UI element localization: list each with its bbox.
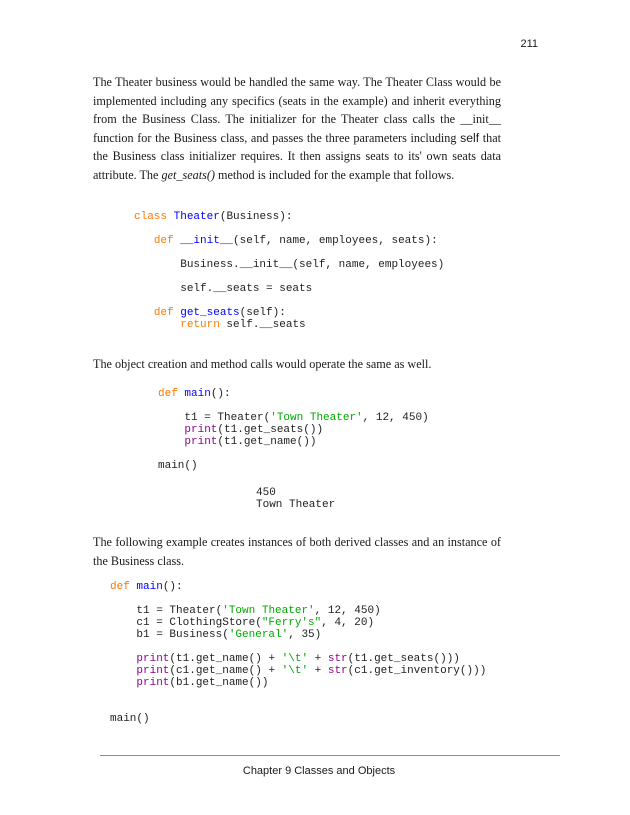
paragraph-derived-classes: The following example creates instances of both derived classes and an instance of the Business class.: [93, 535, 501, 568]
intro-text-1: The Theater business would be handled the same way. The Theater Class would be implemented including any specifics (seats in the example) and inherit everything from the Business Class. The initializer for the Theater class calls the __init__ function for the Business class, and passes the three parameters including: [93, 75, 501, 145]
program-output: [256, 487, 335, 511]
paragraph-object-creation: The object creation and method calls would operate the same as well.: [93, 357, 432, 371]
footer-rule: [100, 755, 560, 756]
method-name: get_seats(): [161, 167, 215, 182]
output-line-2: Town Theater: [256, 499, 336, 511]
code-block-main-all-classes: def main(): t1 = Theater('Town Theater', 12, 450) c1 = ClothingStore("Ferry's", 4, 20) b1 = Business('General', 35) print(t1.get_name() + '\t' + str(t1.get_seats())) print(c1.get_name() + '\t' + str(c1.get_inventory())) print(b1.get_name()) main(): [110, 581, 487, 725]
chapter-footer: Chapter 9 Classes and Objects: [242, 765, 396, 777]
self-word: self: [460, 130, 480, 145]
intro-text-2: that the Business class initializer requires. It then assigns seats to its' own seats data attribute. The: [93, 130, 501, 182]
code-block-main-theater: def main(): t1 = Theater('Town Theater', 12, 450) print(t1.get_seats()) print(t1.get_name()) main(): [158, 388, 429, 472]
code-block-theater-class: class Theater(Business): def __init__(self, name, employees, seats): Business.__init__(self, name, employees) self.__seats = seats def get_seats(self): return self.__seats: [134, 211, 445, 331]
page-number: 211: [520, 38, 538, 50]
output-line-1: 450: [256, 487, 276, 499]
intro-text-3: method is included for the example that follows.: [214, 167, 455, 182]
intro-paragraph: [93, 73, 501, 184]
